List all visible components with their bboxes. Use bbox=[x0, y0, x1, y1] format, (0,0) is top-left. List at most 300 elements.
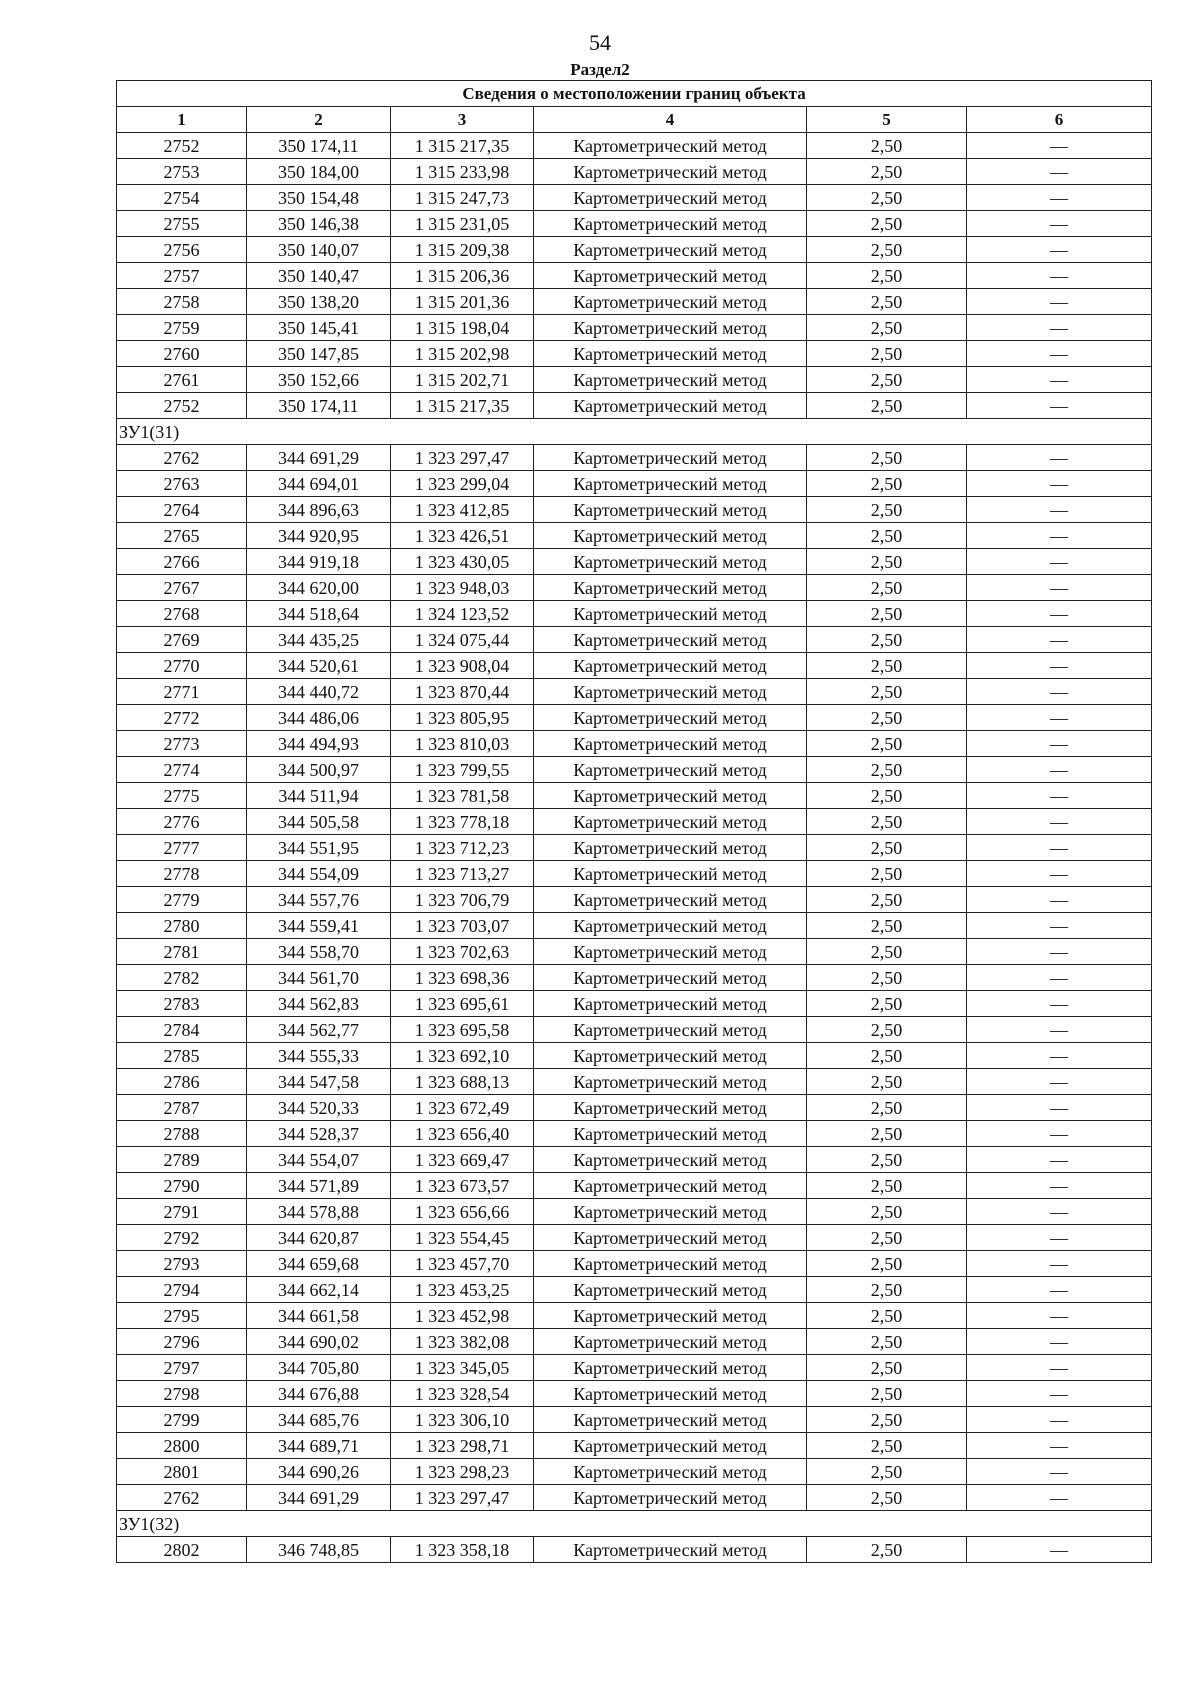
y-coordinate-cell: 1 323 669,47 bbox=[391, 1147, 534, 1173]
accuracy-cell: 2,50 bbox=[807, 1069, 967, 1095]
description-cell: — bbox=[967, 861, 1152, 887]
x-coordinate-cell: 344 551,95 bbox=[247, 835, 391, 861]
accuracy-cell: 2,50 bbox=[807, 627, 967, 653]
accuracy-cell: 2,50 bbox=[807, 575, 967, 601]
method-cell: Картометрический метод bbox=[534, 1251, 807, 1277]
method-cell: Картометрический метод bbox=[534, 1355, 807, 1381]
description-cell: — bbox=[967, 393, 1152, 419]
x-coordinate-cell: 344 691,29 bbox=[247, 445, 391, 471]
accuracy-cell: 2,50 bbox=[807, 549, 967, 575]
description-cell: — bbox=[967, 887, 1152, 913]
description-cell: — bbox=[967, 705, 1152, 731]
table-row bbox=[117, 1225, 1152, 1251]
table-row bbox=[117, 341, 1152, 367]
description-cell: — bbox=[967, 1537, 1152, 1563]
table-row bbox=[117, 601, 1152, 627]
y-coordinate-cell: 1 323 712,23 bbox=[391, 835, 534, 861]
x-coordinate-cell: 350 145,41 bbox=[247, 315, 391, 341]
accuracy-cell: 2,50 bbox=[807, 133, 967, 159]
coordinates-table bbox=[116, 80, 1152, 1563]
method-cell: Картометрический метод bbox=[534, 341, 807, 367]
table-row bbox=[117, 315, 1152, 341]
y-coordinate-cell: 1 323 672,49 bbox=[391, 1095, 534, 1121]
x-coordinate-cell: 344 690,02 bbox=[247, 1329, 391, 1355]
column-header: 4 bbox=[534, 107, 807, 133]
table-row bbox=[117, 835, 1152, 861]
y-coordinate-cell: 1 323 457,70 bbox=[391, 1251, 534, 1277]
description-cell: — bbox=[967, 991, 1152, 1017]
point-number-cell: 2761 bbox=[117, 367, 247, 393]
x-coordinate-cell: 344 661,58 bbox=[247, 1303, 391, 1329]
y-coordinate-cell: 1 323 306,10 bbox=[391, 1407, 534, 1433]
description-cell: — bbox=[967, 211, 1152, 237]
column-number-row bbox=[117, 107, 1152, 133]
y-coordinate-cell: 1 323 810,03 bbox=[391, 731, 534, 757]
method-cell: Картометрический метод bbox=[534, 1017, 807, 1043]
accuracy-cell: 2,50 bbox=[807, 341, 967, 367]
x-coordinate-cell: 344 689,71 bbox=[247, 1433, 391, 1459]
description-cell: — bbox=[967, 1277, 1152, 1303]
accuracy-cell: 2,50 bbox=[807, 1407, 967, 1433]
accuracy-cell: 2,50 bbox=[807, 1485, 967, 1511]
accuracy-cell: 2,50 bbox=[807, 1537, 967, 1563]
table-row bbox=[117, 549, 1152, 575]
method-cell: Картометрический метод bbox=[534, 237, 807, 263]
description-cell: — bbox=[967, 1355, 1152, 1381]
y-coordinate-cell: 1 323 298,71 bbox=[391, 1433, 534, 1459]
table-row bbox=[117, 1381, 1152, 1407]
accuracy-cell: 2,50 bbox=[807, 757, 967, 783]
method-cell: Картометрический метод bbox=[534, 1095, 807, 1121]
table-row bbox=[117, 575, 1152, 601]
accuracy-cell: 2,50 bbox=[807, 705, 967, 731]
method-cell: Картометрический метод bbox=[534, 575, 807, 601]
description-cell: — bbox=[967, 965, 1152, 991]
accuracy-cell: 2,50 bbox=[807, 1381, 967, 1407]
y-coordinate-cell: 1 323 297,47 bbox=[391, 1485, 534, 1511]
x-coordinate-cell: 344 571,89 bbox=[247, 1173, 391, 1199]
description-cell: — bbox=[967, 1069, 1152, 1095]
accuracy-cell: 2,50 bbox=[807, 965, 967, 991]
table-body bbox=[117, 133, 1152, 1563]
table-row bbox=[117, 1277, 1152, 1303]
x-coordinate-cell: 344 919,18 bbox=[247, 549, 391, 575]
x-coordinate-cell: 344 486,06 bbox=[247, 705, 391, 731]
description-cell: — bbox=[967, 263, 1152, 289]
table-row bbox=[117, 1069, 1152, 1095]
y-coordinate-cell: 1 323 713,27 bbox=[391, 861, 534, 887]
x-coordinate-cell: 344 558,70 bbox=[247, 939, 391, 965]
description-cell: — bbox=[967, 731, 1152, 757]
accuracy-cell: 2,50 bbox=[807, 289, 967, 315]
method-cell: Картометрический метод bbox=[534, 991, 807, 1017]
accuracy-cell: 2,50 bbox=[807, 1043, 967, 1069]
description-cell: — bbox=[967, 1043, 1152, 1069]
point-number-cell: 2779 bbox=[117, 887, 247, 913]
method-cell: Картометрический метод bbox=[534, 731, 807, 757]
table-caption-row bbox=[117, 81, 1152, 107]
x-coordinate-cell: 344 520,33 bbox=[247, 1095, 391, 1121]
table-row bbox=[117, 731, 1152, 757]
method-cell: Картометрический метод bbox=[534, 965, 807, 991]
method-cell: Картометрический метод bbox=[534, 1043, 807, 1069]
table-row bbox=[117, 887, 1152, 913]
y-coordinate-cell: 1 324 075,44 bbox=[391, 627, 534, 653]
x-coordinate-cell: 350 152,66 bbox=[247, 367, 391, 393]
accuracy-cell: 2,50 bbox=[807, 497, 967, 523]
y-coordinate-cell: 1 323 426,51 bbox=[391, 523, 534, 549]
point-number-cell: 2758 bbox=[117, 289, 247, 315]
accuracy-cell: 2,50 bbox=[807, 1251, 967, 1277]
point-number-cell: 2755 bbox=[117, 211, 247, 237]
table-row bbox=[117, 1459, 1152, 1485]
description-cell: — bbox=[967, 1173, 1152, 1199]
y-coordinate-cell: 1 323 702,63 bbox=[391, 939, 534, 965]
y-coordinate-cell: 1 315 231,05 bbox=[391, 211, 534, 237]
method-cell: Картометрический метод bbox=[534, 497, 807, 523]
x-coordinate-cell: 346 748,85 bbox=[247, 1537, 391, 1563]
point-number-cell: 2765 bbox=[117, 523, 247, 549]
x-coordinate-cell: 344 705,80 bbox=[247, 1355, 391, 1381]
x-coordinate-cell: 344 440,72 bbox=[247, 679, 391, 705]
y-coordinate-cell: 1 323 799,55 bbox=[391, 757, 534, 783]
point-number-cell: 2788 bbox=[117, 1121, 247, 1147]
description-cell: — bbox=[967, 445, 1152, 471]
accuracy-cell: 2,50 bbox=[807, 913, 967, 939]
y-coordinate-cell: 1 323 453,25 bbox=[391, 1277, 534, 1303]
description-cell: — bbox=[967, 185, 1152, 211]
point-number-cell: 2796 bbox=[117, 1329, 247, 1355]
section-title: Раздел2 bbox=[570, 60, 630, 79]
point-number-cell: 2777 bbox=[117, 835, 247, 861]
method-cell: Картометрический метод bbox=[534, 185, 807, 211]
group-header-row bbox=[117, 1511, 1152, 1537]
column-header: 5 bbox=[807, 107, 967, 133]
column-header: 3 bbox=[391, 107, 534, 133]
y-coordinate-cell: 1 323 805,95 bbox=[391, 705, 534, 731]
table-row bbox=[117, 783, 1152, 809]
method-cell: Картометрический метод bbox=[534, 1459, 807, 1485]
accuracy-cell: 2,50 bbox=[807, 393, 967, 419]
point-number-cell: 2802 bbox=[117, 1537, 247, 1563]
y-coordinate-cell: 1 323 412,85 bbox=[391, 497, 534, 523]
method-cell: Картометрический метод bbox=[534, 757, 807, 783]
point-number-cell: 2776 bbox=[117, 809, 247, 835]
accuracy-cell: 2,50 bbox=[807, 159, 967, 185]
point-number-cell: 2763 bbox=[117, 471, 247, 497]
accuracy-cell: 2,50 bbox=[807, 1459, 967, 1485]
method-cell: Картометрический метод bbox=[534, 653, 807, 679]
point-number-cell: 2798 bbox=[117, 1381, 247, 1407]
x-coordinate-cell: 344 685,76 bbox=[247, 1407, 391, 1433]
description-cell: — bbox=[967, 1303, 1152, 1329]
x-coordinate-cell: 344 494,93 bbox=[247, 731, 391, 757]
page-number: 54 bbox=[589, 30, 611, 55]
method-cell: Картометрический метод bbox=[534, 549, 807, 575]
table-row bbox=[117, 263, 1152, 289]
method-cell: Картометрический метод bbox=[534, 1225, 807, 1251]
point-number-cell: 2754 bbox=[117, 185, 247, 211]
accuracy-cell: 2,50 bbox=[807, 1095, 967, 1121]
point-number-cell: 2757 bbox=[117, 263, 247, 289]
table-row bbox=[117, 1199, 1152, 1225]
table-row bbox=[117, 939, 1152, 965]
method-cell: Картометрический метод bbox=[534, 627, 807, 653]
description-cell: — bbox=[967, 1147, 1152, 1173]
x-coordinate-cell: 344 547,58 bbox=[247, 1069, 391, 1095]
description-cell: — bbox=[967, 653, 1152, 679]
description-cell: — bbox=[967, 471, 1152, 497]
y-coordinate-cell: 1 323 656,40 bbox=[391, 1121, 534, 1147]
point-number-cell: 2801 bbox=[117, 1459, 247, 1485]
point-number-cell: 2760 bbox=[117, 341, 247, 367]
accuracy-cell: 2,50 bbox=[807, 653, 967, 679]
accuracy-cell: 2,50 bbox=[807, 939, 967, 965]
table-row bbox=[117, 1433, 1152, 1459]
x-coordinate-cell: 344 620,87 bbox=[247, 1225, 391, 1251]
description-cell: — bbox=[967, 1329, 1152, 1355]
point-number-cell: 2764 bbox=[117, 497, 247, 523]
description-cell: — bbox=[967, 1251, 1152, 1277]
method-cell: Картометрический метод bbox=[534, 809, 807, 835]
x-coordinate-cell: 350 140,07 bbox=[247, 237, 391, 263]
x-coordinate-cell: 344 559,41 bbox=[247, 913, 391, 939]
point-number-cell: 2794 bbox=[117, 1277, 247, 1303]
accuracy-cell: 2,50 bbox=[807, 471, 967, 497]
x-coordinate-cell: 344 562,83 bbox=[247, 991, 391, 1017]
description-cell: — bbox=[967, 1225, 1152, 1251]
point-number-cell: 2773 bbox=[117, 731, 247, 757]
description-cell: — bbox=[967, 497, 1152, 523]
method-cell: Картометрический метод bbox=[534, 393, 807, 419]
point-number-cell: 2769 bbox=[117, 627, 247, 653]
y-coordinate-cell: 1 323 656,66 bbox=[391, 1199, 534, 1225]
table-row bbox=[117, 133, 1152, 159]
y-coordinate-cell: 1 323 673,57 bbox=[391, 1173, 534, 1199]
column-header: 2 bbox=[247, 107, 391, 133]
table-row bbox=[117, 159, 1152, 185]
method-cell: Картометрический метод bbox=[534, 1407, 807, 1433]
x-coordinate-cell: 350 146,38 bbox=[247, 211, 391, 237]
y-coordinate-cell: 1 323 695,61 bbox=[391, 991, 534, 1017]
x-coordinate-cell: 344 578,88 bbox=[247, 1199, 391, 1225]
y-coordinate-cell: 1 323 328,54 bbox=[391, 1381, 534, 1407]
point-number-cell: 2795 bbox=[117, 1303, 247, 1329]
accuracy-cell: 2,50 bbox=[807, 1355, 967, 1381]
method-cell: Картометрический метод bbox=[534, 1381, 807, 1407]
method-cell: Картометрический метод bbox=[534, 939, 807, 965]
y-coordinate-cell: 1 315 202,71 bbox=[391, 367, 534, 393]
point-number-cell: 2770 bbox=[117, 653, 247, 679]
point-number-cell: 2797 bbox=[117, 1355, 247, 1381]
description-cell: — bbox=[967, 1121, 1152, 1147]
accuracy-cell: 2,50 bbox=[807, 731, 967, 757]
description-cell: — bbox=[967, 289, 1152, 315]
table-caption: Сведения о местоположении границ объекта bbox=[117, 81, 1152, 107]
y-coordinate-cell: 1 323 299,04 bbox=[391, 471, 534, 497]
table-row bbox=[117, 913, 1152, 939]
accuracy-cell: 2,50 bbox=[807, 1433, 967, 1459]
point-number-cell: 2793 bbox=[117, 1251, 247, 1277]
method-cell: Картометрический метод bbox=[534, 1277, 807, 1303]
description-cell: — bbox=[967, 1485, 1152, 1511]
column-header: 1 bbox=[117, 107, 247, 133]
y-coordinate-cell: 1 315 198,04 bbox=[391, 315, 534, 341]
y-coordinate-cell: 1 323 382,08 bbox=[391, 1329, 534, 1355]
accuracy-cell: 2,50 bbox=[807, 445, 967, 471]
method-cell: Картометрический метод bbox=[534, 523, 807, 549]
method-cell: Картометрический метод bbox=[534, 1485, 807, 1511]
point-number-cell: 2791 bbox=[117, 1199, 247, 1225]
point-number-cell: 2799 bbox=[117, 1407, 247, 1433]
table-row bbox=[117, 1485, 1152, 1511]
accuracy-cell: 2,50 bbox=[807, 1303, 967, 1329]
accuracy-cell: 2,50 bbox=[807, 601, 967, 627]
x-coordinate-cell: 350 184,00 bbox=[247, 159, 391, 185]
table-row bbox=[117, 523, 1152, 549]
accuracy-cell: 2,50 bbox=[807, 887, 967, 913]
x-coordinate-cell: 344 500,97 bbox=[247, 757, 391, 783]
method-cell: Картометрический метод bbox=[534, 887, 807, 913]
method-cell: Картометрический метод bbox=[534, 211, 807, 237]
point-number-cell: 2756 bbox=[117, 237, 247, 263]
accuracy-cell: 2,50 bbox=[807, 1199, 967, 1225]
x-coordinate-cell: 344 561,70 bbox=[247, 965, 391, 991]
x-coordinate-cell: 344 690,26 bbox=[247, 1459, 391, 1485]
x-coordinate-cell: 344 554,07 bbox=[247, 1147, 391, 1173]
accuracy-cell: 2,50 bbox=[807, 835, 967, 861]
y-coordinate-cell: 1 315 201,36 bbox=[391, 289, 534, 315]
accuracy-cell: 2,50 bbox=[807, 679, 967, 705]
point-number-cell: 2767 bbox=[117, 575, 247, 601]
method-cell: Картометрический метод bbox=[534, 1537, 807, 1563]
method-cell: Картометрический метод bbox=[534, 1199, 807, 1225]
point-number-cell: 2774 bbox=[117, 757, 247, 783]
method-cell: Картометрический метод bbox=[534, 1069, 807, 1095]
point-number-cell: 2778 bbox=[117, 861, 247, 887]
method-cell: Картометрический метод bbox=[534, 445, 807, 471]
y-coordinate-cell: 1 315 217,35 bbox=[391, 393, 534, 419]
table-row bbox=[117, 809, 1152, 835]
y-coordinate-cell: 1 323 695,58 bbox=[391, 1017, 534, 1043]
accuracy-cell: 2,50 bbox=[807, 1017, 967, 1043]
table-row bbox=[117, 1017, 1152, 1043]
table-row bbox=[117, 1537, 1152, 1563]
description-cell: — bbox=[967, 939, 1152, 965]
table-row bbox=[117, 861, 1152, 887]
x-coordinate-cell: 344 555,33 bbox=[247, 1043, 391, 1069]
x-coordinate-cell: 344 562,77 bbox=[247, 1017, 391, 1043]
table-row bbox=[117, 1329, 1152, 1355]
accuracy-cell: 2,50 bbox=[807, 1277, 967, 1303]
table-row bbox=[117, 289, 1152, 315]
description-cell: — bbox=[967, 133, 1152, 159]
method-cell: Картометрический метод bbox=[534, 1147, 807, 1173]
accuracy-cell: 2,50 bbox=[807, 783, 967, 809]
description-cell: — bbox=[967, 913, 1152, 939]
accuracy-cell: 2,50 bbox=[807, 263, 967, 289]
column-header: 6 bbox=[967, 107, 1152, 133]
point-number-cell: 2784 bbox=[117, 1017, 247, 1043]
description-cell: — bbox=[967, 523, 1152, 549]
accuracy-cell: 2,50 bbox=[807, 237, 967, 263]
table-row bbox=[117, 1407, 1152, 1433]
accuracy-cell: 2,50 bbox=[807, 315, 967, 341]
y-coordinate-cell: 1 315 206,36 bbox=[391, 263, 534, 289]
point-number-cell: 2753 bbox=[117, 159, 247, 185]
x-coordinate-cell: 344 518,64 bbox=[247, 601, 391, 627]
point-number-cell: 2789 bbox=[117, 1147, 247, 1173]
y-coordinate-cell: 1 324 123,52 bbox=[391, 601, 534, 627]
x-coordinate-cell: 344 520,61 bbox=[247, 653, 391, 679]
table-row bbox=[117, 211, 1152, 237]
accuracy-cell: 2,50 bbox=[807, 1173, 967, 1199]
method-cell: Картометрический метод bbox=[534, 1303, 807, 1329]
group-label: ЗУ1(32) bbox=[117, 1511, 1152, 1537]
x-coordinate-cell: 344 435,25 bbox=[247, 627, 391, 653]
description-cell: — bbox=[967, 1433, 1152, 1459]
x-coordinate-cell: 344 662,14 bbox=[247, 1277, 391, 1303]
point-number-cell: 2790 bbox=[117, 1173, 247, 1199]
accuracy-cell: 2,50 bbox=[807, 1121, 967, 1147]
method-cell: Картометрический метод bbox=[534, 1173, 807, 1199]
method-cell: Картометрический метод bbox=[534, 133, 807, 159]
group-label: ЗУ1(31) bbox=[117, 419, 1152, 445]
x-coordinate-cell: 344 511,94 bbox=[247, 783, 391, 809]
y-coordinate-cell: 1 315 247,73 bbox=[391, 185, 534, 211]
y-coordinate-cell: 1 323 358,18 bbox=[391, 1537, 534, 1563]
y-coordinate-cell: 1 323 778,18 bbox=[391, 809, 534, 835]
x-coordinate-cell: 350 140,47 bbox=[247, 263, 391, 289]
y-coordinate-cell: 1 323 706,79 bbox=[391, 887, 534, 913]
method-cell: Картометрический метод bbox=[534, 315, 807, 341]
description-cell: — bbox=[967, 757, 1152, 783]
x-coordinate-cell: 344 691,29 bbox=[247, 1485, 391, 1511]
point-number-cell: 2771 bbox=[117, 679, 247, 705]
description-cell: — bbox=[967, 1459, 1152, 1485]
y-coordinate-cell: 1 323 554,45 bbox=[391, 1225, 534, 1251]
point-number-cell: 2786 bbox=[117, 1069, 247, 1095]
table-row bbox=[117, 1095, 1152, 1121]
table-row bbox=[117, 393, 1152, 419]
accuracy-cell: 2,50 bbox=[807, 1225, 967, 1251]
y-coordinate-cell: 1 323 698,36 bbox=[391, 965, 534, 991]
point-number-cell: 2781 bbox=[117, 939, 247, 965]
description-cell: — bbox=[967, 679, 1152, 705]
description-cell: — bbox=[967, 237, 1152, 263]
table-row bbox=[117, 757, 1152, 783]
y-coordinate-cell: 1 323 430,05 bbox=[391, 549, 534, 575]
method-cell: Картометрический метод bbox=[534, 679, 807, 705]
description-cell: — bbox=[967, 1199, 1152, 1225]
accuracy-cell: 2,50 bbox=[807, 185, 967, 211]
y-coordinate-cell: 1 323 908,04 bbox=[391, 653, 534, 679]
description-cell: — bbox=[967, 601, 1152, 627]
description-cell: — bbox=[967, 575, 1152, 601]
y-coordinate-cell: 1 315 209,38 bbox=[391, 237, 534, 263]
description-cell: — bbox=[967, 1407, 1152, 1433]
point-number-cell: 2752 bbox=[117, 133, 247, 159]
accuracy-cell: 2,50 bbox=[807, 861, 967, 887]
point-number-cell: 2792 bbox=[117, 1225, 247, 1251]
point-number-cell: 2768 bbox=[117, 601, 247, 627]
method-cell: Картометрический метод bbox=[534, 1433, 807, 1459]
method-cell: Картометрический метод bbox=[534, 913, 807, 939]
table-row bbox=[117, 1043, 1152, 1069]
table-row bbox=[117, 991, 1152, 1017]
table-row bbox=[117, 705, 1152, 731]
description-cell: — bbox=[967, 367, 1152, 393]
